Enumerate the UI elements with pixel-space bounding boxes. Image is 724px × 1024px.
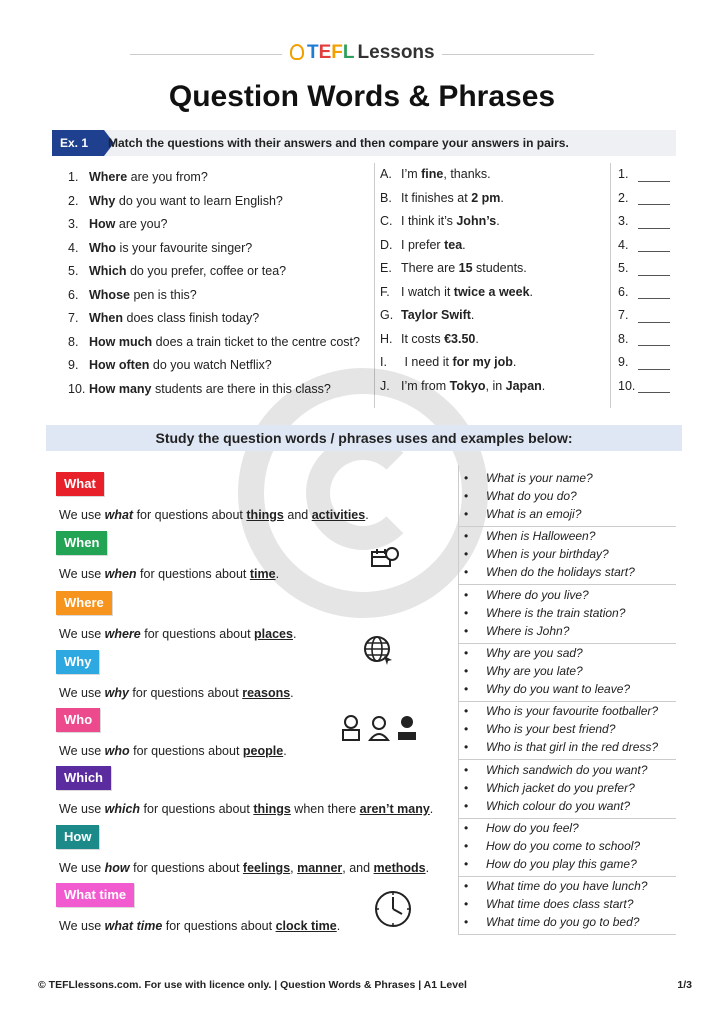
example-sentence: • Who is that girl in the red dress? — [458, 738, 676, 756]
answer-item — [380, 351, 610, 375]
usage-text: We use — [59, 861, 105, 875]
blank-line — [638, 168, 670, 182]
page-number: 1/3 — [677, 979, 692, 991]
people-icon — [340, 714, 420, 742]
example-group — [458, 584, 676, 644]
usage-topic: manner — [297, 861, 343, 875]
blank-number: 2. — [618, 190, 629, 205]
blank-line — [638, 191, 670, 205]
page-title: Question Words & Phrases — [168, 80, 556, 113]
answer-text: I’m — [401, 167, 422, 181]
example-sentence: • Why do you want to leave? — [458, 680, 676, 698]
blank-number: 6. — [618, 284, 629, 299]
usage-topic: aren’t many — [359, 802, 430, 816]
blank-line — [638, 356, 670, 370]
answer-key: twice a week — [453, 284, 530, 299]
word-usage — [59, 802, 433, 816]
answer-key: John’s — [456, 214, 497, 228]
copyright-watermark-c — [306, 436, 420, 550]
answer-item — [380, 210, 610, 234]
usage-word: what — [104, 508, 134, 522]
word-chip: Where — [56, 591, 112, 615]
blank-line — [638, 309, 670, 323]
example-sentence: • How do you play this game? — [458, 855, 676, 873]
question-word: How often — [89, 358, 150, 372]
word-usage — [59, 744, 287, 758]
usage-word: when — [104, 567, 137, 581]
usage-text: for questions about — [140, 627, 255, 641]
usage-topic: places — [254, 627, 293, 641]
blank-number: 7. — [618, 308, 629, 322]
example-sentence: • When do the holidays start? — [458, 563, 676, 581]
answer-text: , thanks. — [443, 167, 491, 181]
blank-line — [638, 215, 670, 229]
word-chip: Why — [56, 650, 99, 674]
answer-key: €3.50 — [444, 331, 476, 346]
answer-text: , in — [485, 378, 506, 393]
answer-key: Taylor Swift — [401, 308, 471, 322]
example-list — [458, 584, 676, 644]
study-heading: Study the question words / phrases uses and examples below: — [46, 425, 682, 451]
usage-text: We use — [59, 919, 105, 933]
answer-text: . — [512, 355, 517, 369]
answer-item — [380, 187, 610, 211]
usage-word: what time — [104, 919, 163, 933]
example-list — [458, 700, 676, 760]
answer-text: It finishes at — [401, 190, 472, 205]
usage-text: We use — [59, 627, 105, 641]
example-list — [458, 759, 676, 819]
answer-letter: I. — [380, 355, 387, 369]
usage-text: . — [336, 919, 341, 933]
divider-right — [442, 54, 594, 55]
question-word: Where — [89, 170, 128, 184]
answer-text: . — [500, 190, 504, 205]
example-sentence: • What time does class start? — [458, 895, 676, 913]
word-usage — [59, 627, 296, 641]
example-sentence: • What time do you have lunch? — [458, 877, 676, 895]
question-number: 6. — [68, 287, 79, 302]
answer-letter: F. — [380, 284, 390, 299]
example-list — [458, 817, 676, 877]
word-chip: When — [56, 531, 107, 555]
example-group — [458, 817, 676, 877]
question-word: How — [89, 217, 116, 231]
answer-key: for my job — [452, 355, 513, 369]
example-group — [458, 525, 676, 585]
answer-blank — [618, 351, 678, 375]
answer-blank — [618, 163, 678, 187]
example-sentence: • Who is your best friend? — [458, 720, 676, 738]
calendar-clock-icon — [370, 546, 400, 570]
question-number: 3. — [68, 217, 79, 231]
usage-topic: clock time — [275, 919, 337, 933]
usage-text: when there — [290, 802, 360, 816]
answer-blank — [618, 234, 678, 258]
blank-line — [638, 379, 670, 393]
usage-text: for questions about — [129, 861, 243, 875]
question-item — [68, 213, 373, 237]
answer-blank — [618, 304, 678, 328]
question-text: does a train ticket to the centre cost? — [152, 334, 360, 349]
example-sentence: • Why are you sad? — [458, 644, 676, 662]
question-word: When — [89, 311, 124, 325]
question-number: 9. — [68, 358, 79, 372]
answer-letter: D. — [380, 237, 393, 252]
usage-word: where — [104, 627, 141, 641]
question-number: 2. — [68, 193, 79, 208]
exercise-instruction: Match the questions with their answers and then compare your answers in pairs. — [108, 136, 569, 150]
answer-item — [380, 328, 610, 352]
word-usage — [59, 567, 279, 581]
question-word: How many — [89, 381, 152, 396]
question-number: 1. — [68, 170, 79, 184]
example-group — [458, 467, 676, 527]
question-word: Whose — [89, 287, 130, 302]
word-usage — [59, 686, 294, 700]
usage-word: why — [104, 686, 129, 700]
question-number: 5. — [68, 264, 79, 278]
answer-key: 2 pm — [471, 190, 501, 205]
clock-icon — [374, 890, 412, 928]
usage-text: . — [292, 627, 297, 641]
blank-line — [638, 238, 670, 252]
question-item — [68, 331, 373, 355]
answer-item — [380, 234, 610, 258]
answer-text: I watch it — [401, 284, 454, 299]
answer-list — [380, 163, 610, 398]
answer-text: I prefer — [401, 237, 445, 252]
question-text: do you want to learn English? — [115, 193, 283, 208]
answer-item — [380, 163, 610, 187]
blank-number: 5. — [618, 261, 629, 275]
usage-topic: things — [253, 802, 291, 816]
usage-topic: things — [246, 508, 284, 522]
answer-text: There are — [401, 261, 459, 275]
example-sentence: • Why are you late? — [458, 662, 676, 680]
answer-text: I’m from — [401, 378, 450, 393]
answer-text: . — [470, 308, 475, 322]
blank-number: 10. — [618, 378, 636, 393]
usage-topic: reasons — [242, 686, 291, 700]
question-number: 4. — [68, 240, 79, 255]
usage-text: We use — [59, 567, 105, 581]
word-chip: Who — [56, 708, 100, 732]
example-list — [458, 467, 676, 527]
question-item — [68, 260, 373, 284]
example-sentence: • Who is your favourite footballer? — [458, 702, 676, 720]
question-item — [68, 237, 373, 261]
question-word: Who — [89, 240, 117, 255]
answer-letter: H. — [380, 331, 393, 346]
answer-text: . — [496, 214, 500, 228]
word-usage — [59, 508, 369, 522]
exercise-tag: Ex. 1 — [52, 130, 104, 156]
word-chip: How — [56, 825, 99, 849]
usage-text: . — [429, 802, 434, 816]
usage-text: We use — [59, 686, 105, 700]
usage-text: for questions about — [128, 686, 243, 700]
logo-row — [0, 40, 724, 68]
answer-item — [380, 304, 610, 328]
answer-key: 15 — [458, 261, 473, 275]
usage-topic: feelings — [242, 861, 291, 875]
globe-cursor-icon — [362, 634, 394, 666]
question-text: does class finish today? — [123, 311, 260, 325]
word-chip: What time — [56, 883, 134, 907]
blank-number: 9. — [618, 355, 629, 369]
example-list — [458, 875, 676, 935]
example-sentence: • Which sandwich do you want? — [458, 761, 676, 779]
word-chip: Which — [56, 766, 111, 790]
answer-text: . — [475, 331, 479, 346]
answer-key: Tokyo — [449, 378, 486, 393]
usage-text: , — [290, 861, 298, 875]
example-sentence: • When is your birthday? — [458, 545, 676, 563]
tefl-logo: TEFL Lessons — [290, 42, 435, 64]
example-sentence: • Where is the train station? — [458, 604, 676, 622]
question-text: pen is this? — [129, 287, 197, 302]
example-group — [458, 759, 676, 819]
blank-line — [638, 332, 670, 346]
usage-topic: time — [249, 567, 276, 581]
question-text: do you watch Netflix? — [149, 358, 272, 372]
usage-topic: activities — [311, 508, 366, 522]
question-word: How much — [89, 334, 153, 349]
answer-blank — [618, 375, 678, 399]
divider-left — [130, 54, 282, 55]
answer-letter: A. — [380, 167, 392, 181]
example-sentence: • What time do you go to bed? — [458, 913, 676, 931]
blank-number: 3. — [618, 214, 629, 228]
usage-text: . — [365, 508, 369, 522]
example-sentence: • Where do you live? — [458, 586, 676, 604]
answer-key: tea — [444, 237, 463, 252]
answer-key: fine — [421, 167, 444, 181]
usage-text: and — [283, 508, 312, 522]
usage-text: . — [290, 686, 294, 700]
answer-letter: J. — [380, 378, 390, 393]
answer-text: . — [529, 284, 534, 299]
footer-text: © TEFLlessons.com. For use with licence only. | Question Words & Phrases | A1 Level — [38, 979, 467, 991]
column-divider — [610, 163, 611, 408]
example-sentence: • Which colour do you want? — [458, 797, 676, 815]
example-list — [458, 525, 676, 585]
example-list — [458, 642, 676, 702]
answer-key: Japan — [505, 378, 542, 393]
usage-text: We use — [59, 744, 105, 758]
question-item — [68, 190, 373, 214]
question-list — [68, 166, 373, 401]
example-sentence: • What do you do? — [458, 487, 676, 505]
example-sentence: • Where is John? — [458, 622, 676, 640]
example-group — [458, 642, 676, 702]
answer-item — [380, 257, 610, 281]
usage-topic: methods — [373, 861, 426, 875]
word-usage — [59, 919, 340, 933]
example-sentence: • How do you come to school? — [458, 837, 676, 855]
usage-text: . — [425, 861, 430, 875]
usage-text: . — [275, 567, 280, 581]
blank-number: 8. — [618, 331, 629, 346]
question-text: are you from? — [127, 170, 208, 184]
example-sentence: • How do you feel? — [458, 819, 676, 837]
answer-blank — [618, 281, 678, 305]
answer-blank — [618, 257, 678, 281]
question-number: 8. — [68, 334, 79, 349]
answer-letter: B. — [380, 190, 392, 205]
question-text: do you prefer, coffee or tea? — [126, 264, 287, 278]
answer-text: I think it’s — [401, 214, 457, 228]
example-sentence: • When is Halloween? — [458, 527, 676, 545]
usage-text: . — [283, 744, 287, 758]
answer-text: I need it — [401, 355, 453, 369]
usage-text: for questions about — [133, 508, 247, 522]
blank-number: 4. — [618, 237, 629, 252]
question-word: Why — [89, 193, 116, 208]
question-item — [68, 284, 373, 308]
example-group — [458, 700, 676, 760]
answer-text: students. — [472, 261, 527, 275]
example-group — [458, 875, 676, 935]
usage-text: for questions about — [162, 919, 276, 933]
answer-text: . — [541, 378, 546, 393]
example-sentence: • Which jacket do you prefer? — [458, 779, 676, 797]
question-item — [68, 307, 373, 331]
usage-word: which — [104, 802, 141, 816]
question-item — [68, 166, 373, 190]
usage-word: how — [104, 861, 130, 875]
blank-line — [638, 285, 670, 299]
usage-text: for questions about — [136, 567, 250, 581]
answer-blank — [618, 187, 678, 211]
blank-line — [638, 262, 670, 276]
question-number: 10. — [68, 381, 86, 396]
usage-text: We use — [59, 802, 105, 816]
question-word: Which — [89, 264, 127, 278]
question-number: 7. — [68, 311, 79, 325]
answer-letter: E. — [380, 261, 392, 275]
answer-text: . — [462, 237, 466, 252]
word-chip: What — [56, 472, 104, 496]
word-usage — [59, 861, 429, 875]
blank-number: 1. — [618, 167, 629, 181]
example-sentence: • What is your name? — [458, 469, 676, 487]
usage-topic: people — [242, 744, 284, 758]
question-text: students are there in this class? — [151, 381, 331, 396]
answer-letter: G. — [380, 308, 394, 322]
usage-word: who — [104, 744, 130, 758]
usage-text: , and — [342, 861, 374, 875]
exercise-bar — [52, 130, 676, 156]
question-text: is your favourite singer? — [116, 240, 253, 255]
example-sentence: • What is an emoji? — [458, 505, 676, 523]
lightbulb-icon — [290, 44, 304, 60]
usage-text: We use — [59, 508, 105, 522]
usage-text: for questions about — [129, 744, 243, 758]
answer-blank — [618, 210, 678, 234]
question-text: are you? — [115, 217, 168, 231]
answer-letter: C. — [380, 214, 393, 228]
answer-blanks — [618, 163, 678, 398]
usage-text: for questions about — [140, 802, 254, 816]
answer-item — [380, 281, 610, 305]
answer-text: It costs — [401, 331, 445, 346]
answer-blank — [618, 328, 678, 352]
